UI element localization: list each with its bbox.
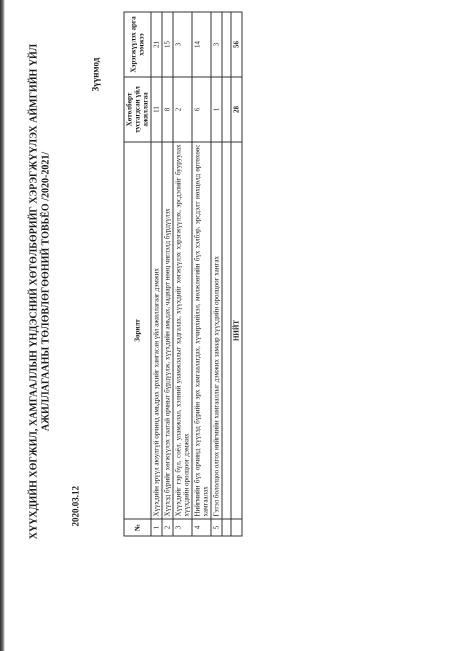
row-goal: Гэтэл бололцоо олгох нийгмийн хамгааллыг дэмжих замаар хүүхдийн оролцоог хангах (211, 142, 222, 519)
spacer-cell (222, 519, 231, 536)
spacer-cell (222, 142, 231, 519)
table-row (192, 12, 211, 536)
header-measures: Хэрэгжүүлэх арга хэмжээ (124, 12, 151, 77)
row-no: 2 (162, 519, 173, 536)
row-goal: Нийгмийн бүх орчинд хүүхэд бүрийн эрх хамгаалагдах, хүчирхийлэл, мөлжлөгийн бүх хэлбэр, эрсдэлт нөхцөлд өртөхөөс хамгаалах (192, 142, 211, 519)
row-activities: 2 (173, 77, 192, 142)
header-no: № (124, 519, 151, 536)
table-row (173, 12, 192, 536)
header-activities: Хөтөлбөрт тусгагдсан үйл ажиллагаа (124, 77, 151, 142)
table-header-row (124, 12, 151, 536)
row-goal: Хүүхдийг гэр бүл, соёл, уламжлал, хэлний уламжлалыг хадгалах, хүүхдийг хөгжүүлэх хэрэгжүүлэх, эрсдэлийг бууруулах хүүхдийн оролцоог дэмжих (173, 142, 192, 519)
header-goal: Зорилт (124, 142, 151, 519)
row-no: 1 (151, 519, 162, 536)
row-measures: 3 (173, 12, 192, 77)
table-row (151, 12, 162, 536)
row-goal: Хүүхдийн эрүүл аюулгүй орчинд амьдрах эрхийг хангасан үйл ажиллагааг дэмжих (151, 142, 162, 519)
row-no: 3 (173, 519, 192, 536)
row-activities: 1 (211, 77, 222, 142)
row-activities: 11 (151, 77, 162, 142)
table-row (162, 12, 173, 536)
row-no: 4 (192, 519, 211, 536)
document-title: ХҮҮХДИЙН ХӨГЖИЛ, ХАМГААЛЛЫН ҮНДЭСНИЙ ХӨТӨЛБӨРИЙГ ХЭРЭГЖҮҮЛЭХ АЙМГИЙН ҮЙЛ АЖИЛЛАГААНЫ ТӨЛӨВЛӨГӨӨНИЙ ТОВЬЁО /2020-2021/ (28, 43, 51, 539)
table-spacer-row (222, 12, 231, 536)
total-no-cell (231, 519, 242, 536)
plan-table (123, 11, 242, 536)
total-activities: 28 (231, 77, 242, 142)
row-measures: 3 (211, 12, 222, 77)
total-label: НИЙТ (231, 142, 242, 519)
document-location: Зүүнмод (90, 57, 100, 91)
table-total-row (231, 12, 242, 536)
row-activities: 8 (162, 77, 173, 142)
table-row (211, 12, 222, 536)
row-activities: 6 (192, 77, 211, 142)
row-no: 5 (211, 519, 222, 536)
total-measures: 56 (231, 12, 242, 77)
spacer-cell (222, 12, 231, 77)
row-goal: Хүүхэд бүрийг хөгжүүлэх таатай орчныг бүрдүүлж, хүүхдийн амьдах, чадварт нөөц чиглэлд бүрдүүлэх (162, 142, 173, 519)
row-measures: 14 (192, 12, 211, 77)
spacer-cell (222, 77, 231, 142)
document-date: 2020.03.12 (70, 485, 80, 526)
row-measures: 15 (162, 12, 173, 77)
row-measures: 21 (151, 12, 162, 77)
